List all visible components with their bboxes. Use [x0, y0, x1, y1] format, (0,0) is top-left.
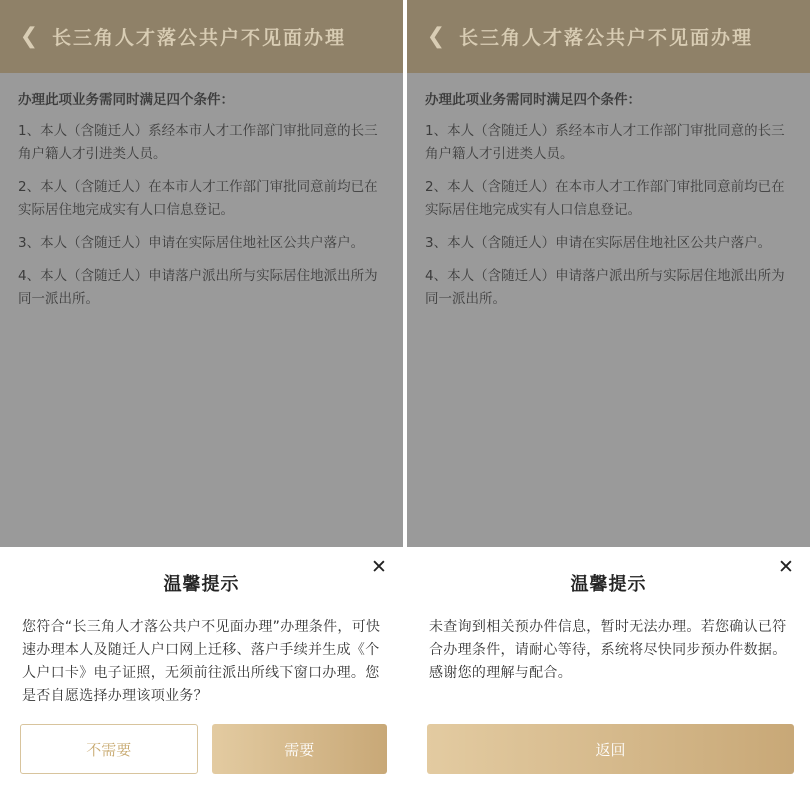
- tip-dialog: [407, 547, 810, 786]
- dialog-message: 未查询到相关预办件信息，暂时无法办理。若您确认已符合办理条件，请耐心等待，系统将尽快同步预办件数据。感谢您的理解与配合。: [429, 619, 787, 681]
- conditions-heading: 办理此项业务需同时满足四个条件：: [18, 92, 234, 108]
- condition-item: 1、本人（含随迁人）系经本市人才工作部门审批同意的长三角户籍人才引进类人员。: [18, 123, 378, 162]
- condition-item: 2、本人（含随迁人）在本市人才工作部门审批同意前均已在实际居住地完成实有人口信息登记。: [18, 179, 378, 218]
- condition-item: 4、本人（含随迁人）申请落户派出所与实际居住地派出所为同一派出所。: [18, 268, 378, 307]
- screen-right: [407, 0, 810, 786]
- condition-item: 4、本人（含随迁人）申请落户派出所与实际居住地派出所为同一派出所。: [425, 268, 785, 307]
- screen-left: [0, 0, 403, 786]
- dialog-title: 温馨提示: [570, 574, 647, 595]
- page-title: 长三角人才落公共户不见面办理: [459, 27, 754, 49]
- tip-dialog: [0, 547, 403, 786]
- conditions-panel: [0, 73, 403, 547]
- dialog-actions: [427, 724, 794, 774]
- chevron-left-icon[interactable]: ❮: [426, 24, 446, 49]
- decline-button[interactable]: 不需要: [20, 724, 198, 774]
- condition-item: 2、本人（含随迁人）在本市人才工作部门审批同意前均已在实际居住地完成实有人口信息登记。: [425, 179, 785, 218]
- condition-item: 1、本人（含随迁人）系经本市人才工作部门审批同意的长三角户籍人才引进类人员。: [425, 123, 785, 162]
- app-header: [0, 0, 403, 73]
- dialog-actions: [20, 724, 387, 774]
- chevron-left-icon[interactable]: ❮: [19, 24, 39, 49]
- app-header: [407, 0, 810, 73]
- conditions-heading: 办理此项业务需同时满足四个条件：: [425, 92, 641, 108]
- dialog-message: 您符合“长三角人才落公共户不见面办理”办理条件，可快速办理本人及随迁人户口网上迁移、落户手续并生成《个人户口卡》电子证照，无须前往派出所线下窗口办理。您是否自愿选择办理该项业务？: [22, 619, 381, 704]
- condition-item: 3、本人（含随迁人）申请在实际居住地社区公共户落户。: [18, 235, 365, 251]
- accept-button[interactable]: 需要: [212, 724, 388, 774]
- return-button[interactable]: 返回: [427, 724, 794, 774]
- dialog-title: 温馨提示: [163, 574, 240, 595]
- page-title: 长三角人才落公共户不见面办理: [52, 27, 347, 49]
- conditions-panel: [407, 73, 810, 547]
- close-icon[interactable]: ✕: [778, 556, 794, 578]
- condition-item: 3、本人（含随迁人）申请在实际居住地社区公共户落户。: [425, 235, 772, 251]
- close-icon[interactable]: ✕: [371, 556, 387, 578]
